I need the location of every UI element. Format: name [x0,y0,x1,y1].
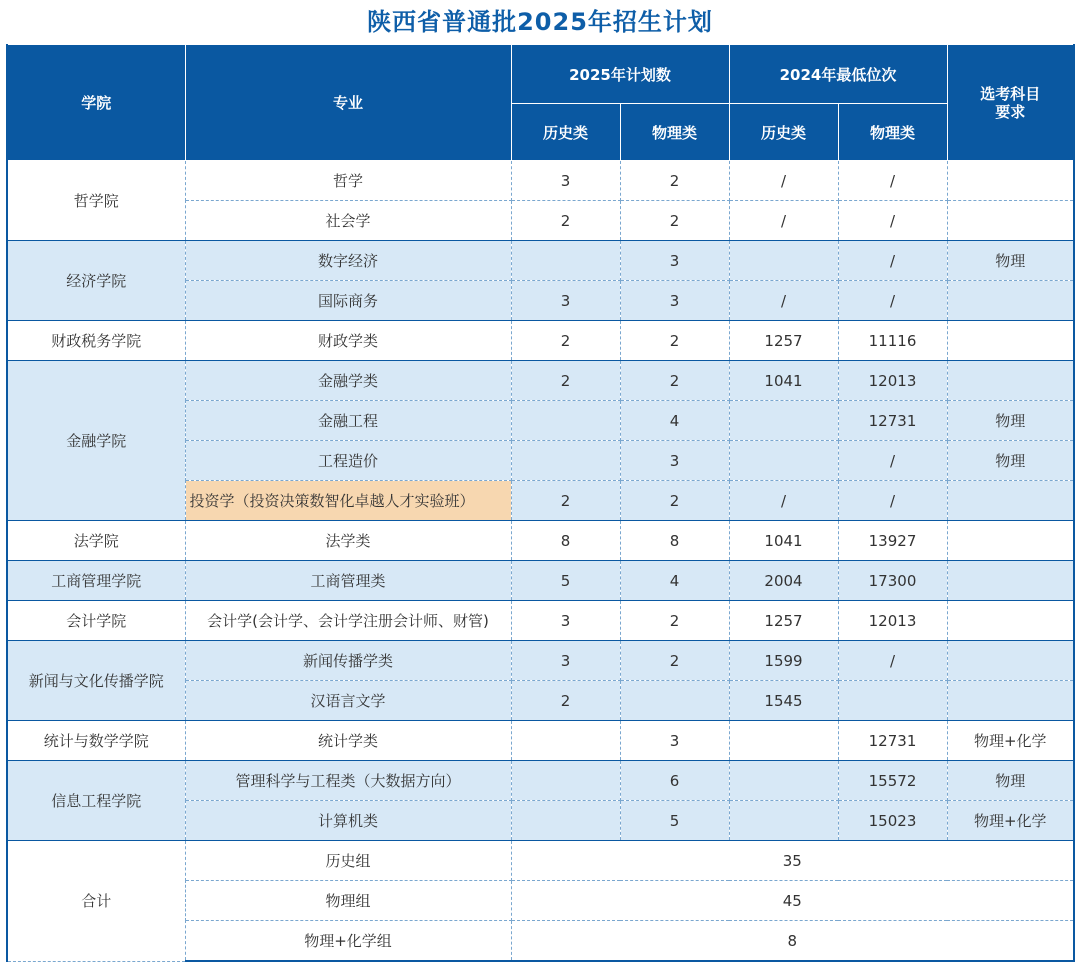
table-row [7,521,1074,561]
plan-physics-cell: 2 [620,601,729,641]
header-plan-2025: 2025年计划数 [511,45,729,104]
major-cell: 会计学(会计学、会计学注册会计师、财管) [185,601,511,641]
table-row [7,761,1074,801]
major-cell: 计算机类 [185,801,511,841]
rank-physics-cell: 11116 [838,321,947,361]
plan-physics-cell: 6 [620,761,729,801]
plan-physics-cell: 3 [620,241,729,281]
total-group-cell: 物理组 [185,881,511,921]
plan-history-cell: 8 [511,521,620,561]
subject-requirement-cell [947,641,1074,681]
rank-history-cell: 1041 [729,361,838,401]
plan-history-cell: 2 [511,361,620,401]
table-row [7,161,1074,201]
rank-physics-cell: 12731 [838,721,947,761]
plan-physics-cell: 2 [620,641,729,681]
plan-history-cell: 2 [511,201,620,241]
rank-physics-cell: 15023 [838,801,947,841]
total-label-cell: 合计 [7,841,185,962]
major-cell: 法学类 [185,521,511,561]
plan-physics-cell: 2 [620,361,729,401]
major-cell: 管理科学与工程类（大数据方向） [185,761,511,801]
major-cell: 工程造价 [185,441,511,481]
rank-history-cell: / [729,481,838,521]
page-title: 陕西省普通批2025年招生计划 [367,8,713,36]
rank-history-cell [729,721,838,761]
rank-physics-cell: / [838,201,947,241]
major-cell: 财政学类 [185,321,511,361]
subject-requirement-cell [947,521,1074,561]
rank-physics-cell: / [838,161,947,201]
plan-history-cell: 5 [511,561,620,601]
major-cell: 汉语言文学 [185,681,511,721]
major-cell: 社会学 [185,201,511,241]
table-row [7,361,1074,401]
plan-physics-cell: 2 [620,321,729,361]
rank-physics-cell: / [838,241,947,281]
plan-physics-cell: 4 [620,561,729,601]
subject-requirement-cell: 物理 [947,241,1074,281]
rank-history-cell: / [729,161,838,201]
header-plan-history: 历史类 [511,104,620,161]
subject-requirement-cell [947,561,1074,601]
rank-physics-cell [838,681,947,721]
rank-physics-cell: 12013 [838,601,947,641]
rank-history-cell: 1041 [729,521,838,561]
plan-history-cell [511,441,620,481]
plan-history-cell: 2 [511,481,620,521]
total-group-cell: 历史组 [185,841,511,881]
total-value-cell: 45 [511,881,1074,921]
table-row [7,721,1074,761]
subject-requirement-cell: 物理 [947,761,1074,801]
college-cell: 会计学院 [7,601,185,641]
college-cell: 经济学院 [7,241,185,321]
subject-requirement-cell [947,361,1074,401]
subject-requirement-cell [947,481,1074,521]
plan-history-cell: 3 [511,281,620,321]
rank-history-cell: 1599 [729,641,838,681]
college-cell: 哲学院 [7,161,185,241]
header-plan-physics: 物理类 [620,104,729,161]
total-value-cell: 8 [511,921,1074,962]
header-rank-history: 历史类 [729,104,838,161]
rank-history-cell [729,801,838,841]
college-cell: 信息工程学院 [7,761,185,841]
rank-history-cell: 2004 [729,561,838,601]
header-rank-physics: 物理类 [838,104,947,161]
header-min-rank-2024: 2024年最低位次 [729,45,947,104]
college-cell: 新闻与文化传播学院 [7,641,185,721]
plan-physics-cell: 3 [620,441,729,481]
rank-physics-cell: / [838,441,947,481]
plan-physics-cell: 4 [620,401,729,441]
plan-physics-cell: 8 [620,521,729,561]
plan-physics-cell: 3 [620,721,729,761]
major-cell: 数字经济 [185,241,511,281]
plan-history-cell: 2 [511,321,620,361]
college-cell: 金融学院 [7,361,185,521]
rank-history-cell: 1257 [729,601,838,641]
subject-requirement-cell: 物理+化学 [947,721,1074,761]
rank-physics-cell: 12013 [838,361,947,401]
rank-history-cell [729,441,838,481]
major-cell: 金融学类 [185,361,511,401]
subject-requirement-cell [947,601,1074,641]
subject-requirement-cell: 物理+化学 [947,801,1074,841]
plan-physics-cell [620,681,729,721]
subject-requirement-cell: 物理 [947,401,1074,441]
major-cell: 投资学（投资决策数智化卓越人才实验班） [185,481,511,521]
subject-requirement-cell: 物理 [947,441,1074,481]
rank-physics-cell: / [838,481,947,521]
plan-history-cell: 3 [511,161,620,201]
rank-history-cell: / [729,201,838,241]
rank-physics-cell: 13927 [838,521,947,561]
plan-history-cell [511,801,620,841]
rank-history-cell [729,401,838,441]
table-row [7,601,1074,641]
major-cell: 统计学类 [185,721,511,761]
table-row [7,641,1074,681]
major-cell: 哲学 [185,161,511,201]
subject-requirement-cell [947,321,1074,361]
plan-physics-cell: 5 [620,801,729,841]
rank-physics-cell: 15572 [838,761,947,801]
plan-physics-cell: 2 [620,201,729,241]
enrollment-plan-table [6,44,1075,962]
plan-history-cell: 2 [511,681,620,721]
major-cell: 国际商务 [185,281,511,321]
plan-history-cell: 3 [511,601,620,641]
table-row [7,241,1074,281]
plan-physics-cell: 2 [620,481,729,521]
total-row [7,841,1074,881]
rank-physics-cell: 12731 [838,401,947,441]
subject-requirement-cell [947,681,1074,721]
rank-history-cell: / [729,281,838,321]
total-group-cell: 物理+化学组 [185,921,511,962]
college-cell: 财政税务学院 [7,321,185,361]
plan-physics-cell: 3 [620,281,729,321]
subject-requirement-cell [947,161,1074,201]
major-cell: 工商管理类 [185,561,511,601]
subject-requirement-cell [947,281,1074,321]
rank-physics-cell: 17300 [838,561,947,601]
subject-requirement-cell [947,201,1074,241]
plan-history-cell: 3 [511,641,620,681]
plan-history-cell [511,761,620,801]
plan-history-cell [511,241,620,281]
college-cell: 法学院 [7,521,185,561]
plan-physics-cell: 2 [620,161,729,201]
plan-history-cell [511,401,620,441]
rank-physics-cell: / [838,641,947,681]
header-subject-requirement: 选考科目 要求 [947,45,1074,161]
rank-physics-cell: / [838,281,947,321]
college-cell: 统计与数学学院 [7,721,185,761]
table-row [7,561,1074,601]
college-cell: 工商管理学院 [7,561,185,601]
plan-history-cell [511,721,620,761]
total-value-cell: 35 [511,841,1074,881]
major-cell: 新闻传播学类 [185,641,511,681]
major-cell: 金融工程 [185,401,511,441]
rank-history-cell: 1545 [729,681,838,721]
table-row [7,321,1074,361]
rank-history-cell [729,761,838,801]
header-college: 学院 [7,45,185,161]
rank-history-cell: 1257 [729,321,838,361]
rank-history-cell [729,241,838,281]
header-major: 专业 [185,45,511,161]
